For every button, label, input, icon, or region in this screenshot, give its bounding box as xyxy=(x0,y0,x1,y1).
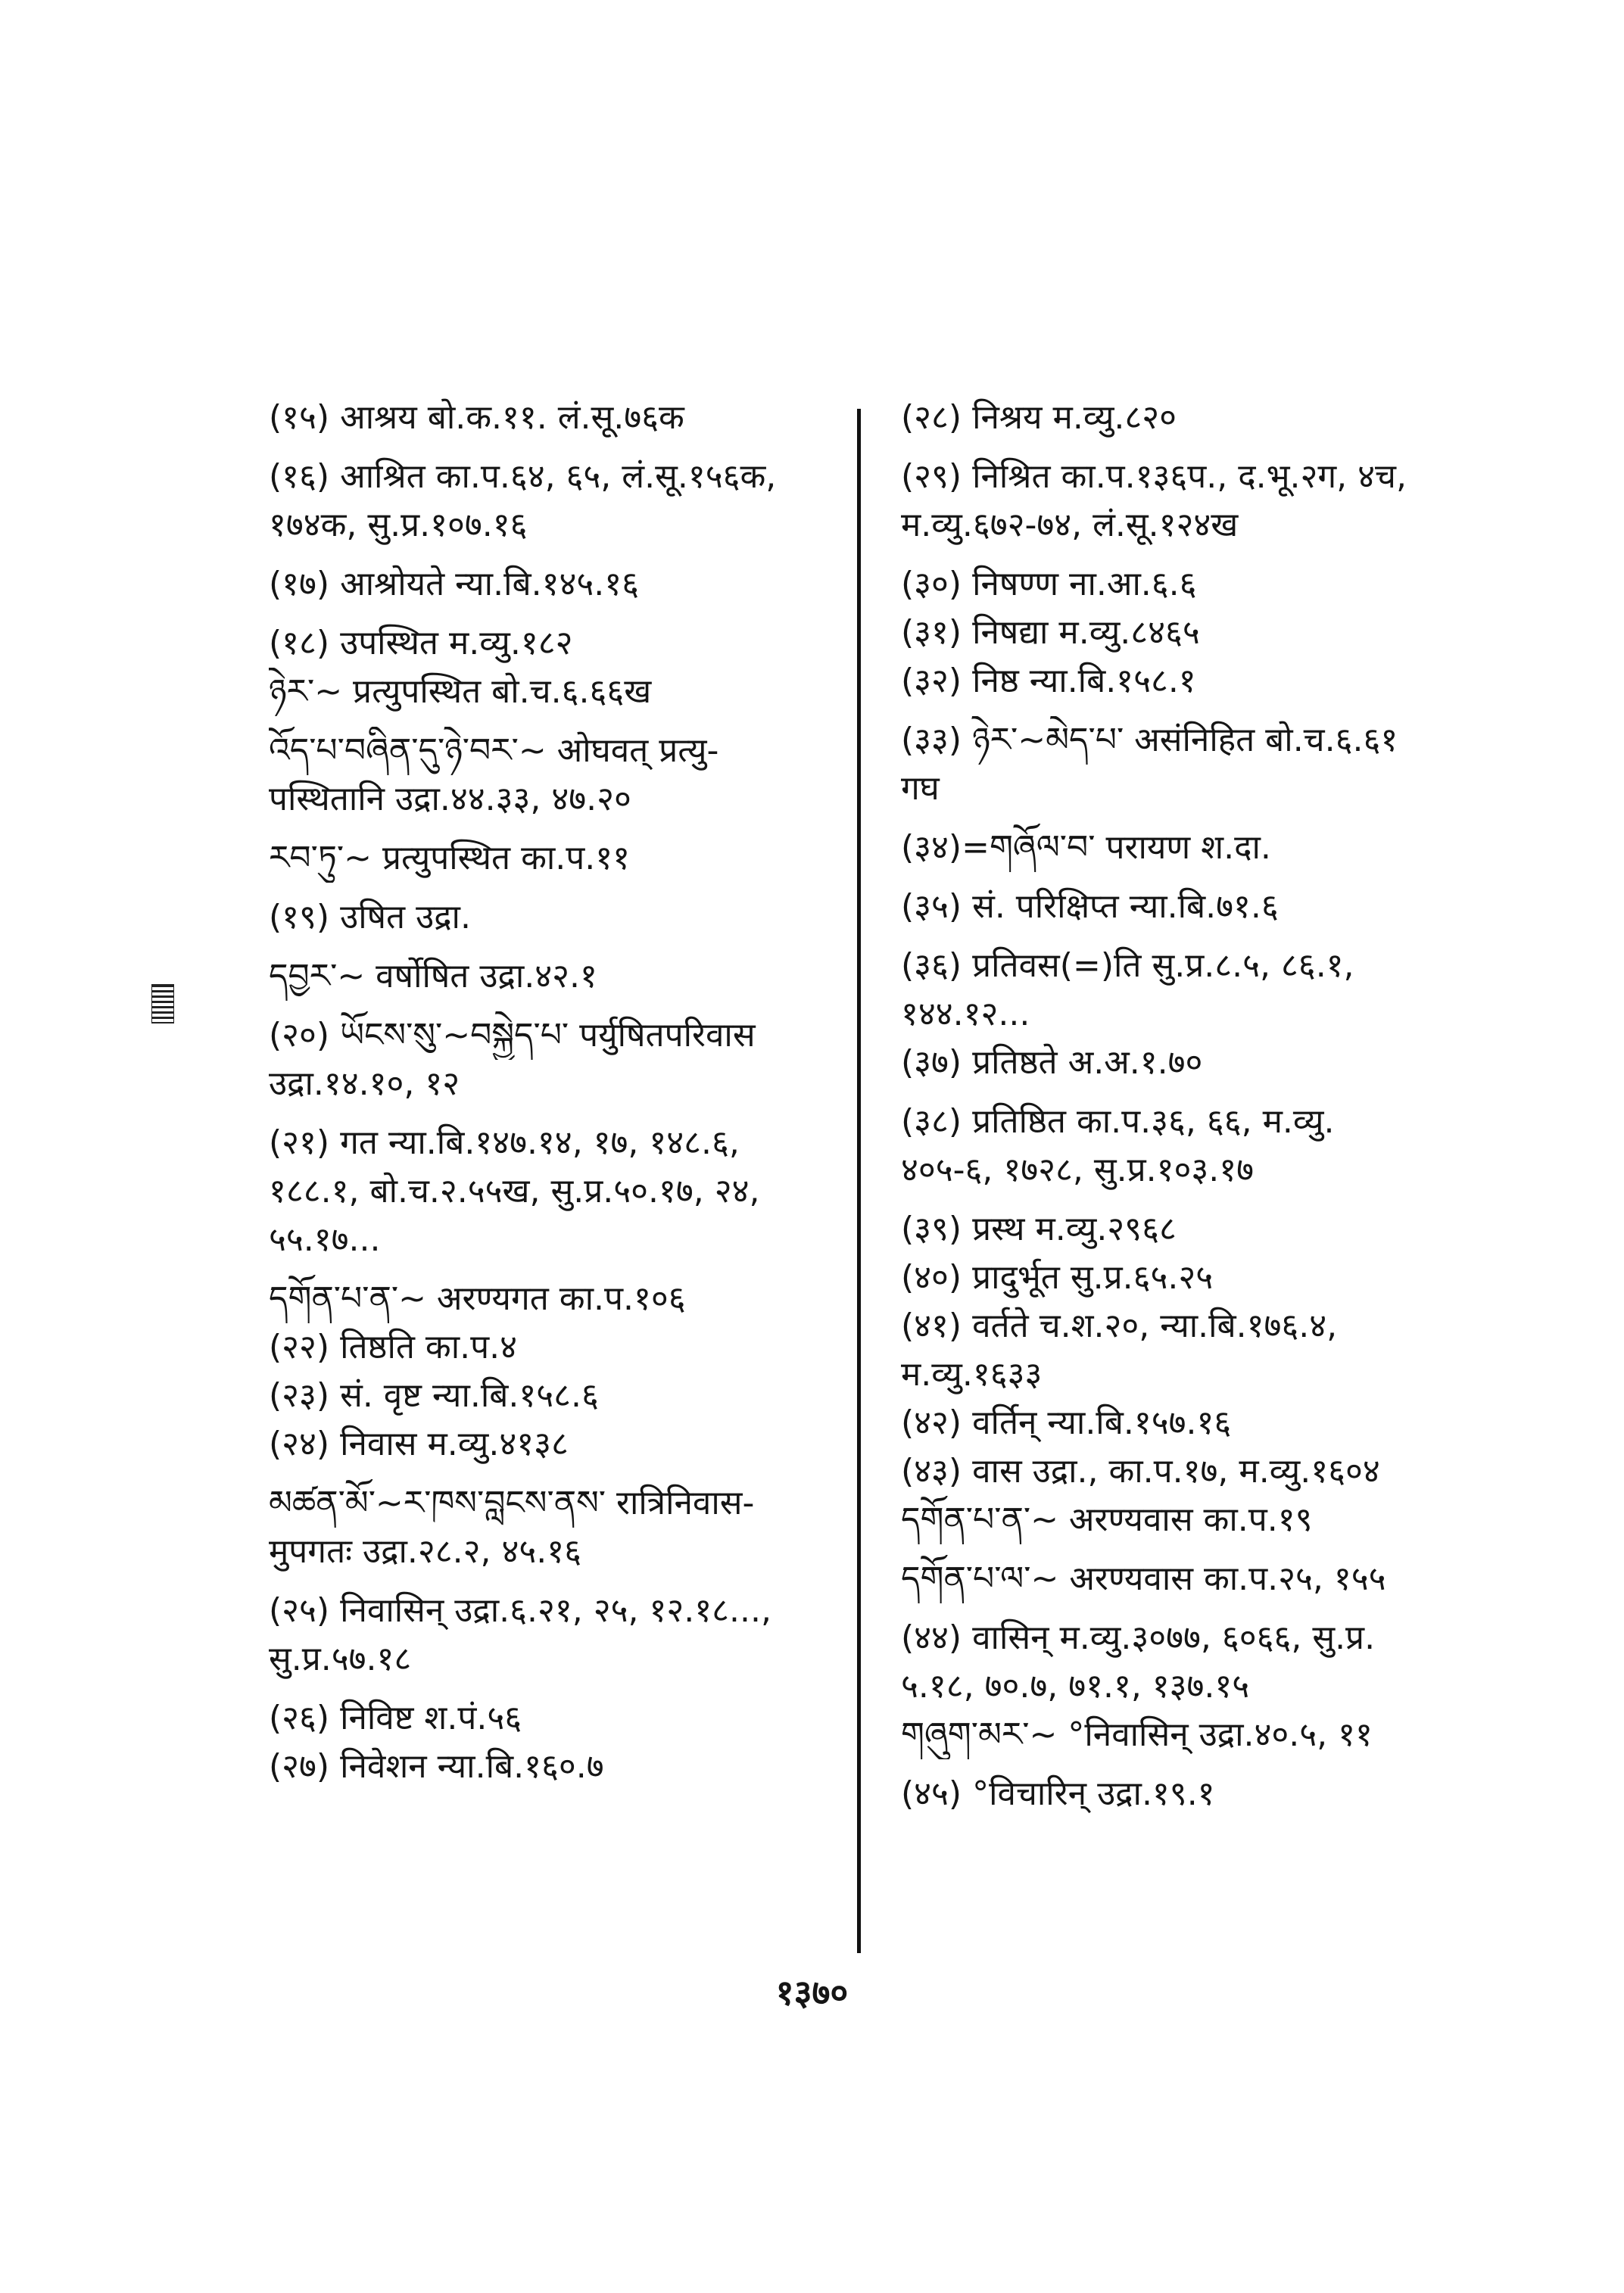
entry-line: ཉེར་~ प्रत्युपस्थित बो.च.६.६६ख xyxy=(269,672,652,711)
entry-line: (२६) निविष्ट श.पं.५६ xyxy=(269,1699,522,1737)
entry-line: དགོན་པ་ན་~ अरण्यवास का.प.१९ xyxy=(901,1500,1313,1539)
entry-line: (३४)=གཞོལ་བ་ परायण श.दा. xyxy=(901,828,1271,867)
entry-line: (२५) निवासिन् उद्रा.६.२१, २५, १२.१८..., xyxy=(269,1591,771,1630)
entry-line: (४०) प्रादुर्भूत सु.प्र.६५.२५ xyxy=(901,1258,1214,1297)
entry-line: (२९) निश्रित का.प.१३६प., द.भू.२ग, ४च, xyxy=(901,457,1407,496)
entry-line: ५.१८, ७०.७, ७१.१, १३७.१५ xyxy=(901,1667,1250,1706)
entry-line: མཚན་མོ་~ར་ཁས་བླངས་ནས་ रात्रिनिवास- xyxy=(269,1484,755,1522)
entry-line: १८८.१, बो.च.२.५५ख, सु.प्र.५०.१७, २४, xyxy=(269,1172,760,1210)
entry-line: དགོན་པ་ན་~ अरण्यगत का.प.१०६ xyxy=(269,1279,686,1318)
entry-line: (३२) निष्ठ न्या.बि.१५८.१ xyxy=(901,662,1196,700)
entry-line: (१६) आश्रित का.प.६४, ६५, लं.सू.१५६क, xyxy=(269,457,777,496)
entry-line: (३५) सं. परिक्षिप्त न्या.बि.७१.६ xyxy=(901,887,1279,926)
entry-line: (४४) वासिन् म.व्यु.३०७७, ६०६६, सु.प्र. xyxy=(901,1618,1376,1657)
left-column xyxy=(269,394,829,1791)
entry-line: ४०५-६, १७२८, सु.प्र.१०३.१७ xyxy=(901,1151,1255,1189)
entry-line: (१९) उषित उद्रा. xyxy=(269,898,471,936)
column-divider xyxy=(857,409,861,1953)
entry-line: (२०) ཡོངས་སུ་~བསྐྱེད་པ་ पर्युषितपरिवास xyxy=(269,1016,756,1055)
entry-line: (२४) निवास म.व्यु.४१३८ xyxy=(269,1425,569,1463)
entry-line: (२१) गत न्या.बि.१४७.१४, १७, १४८.६, xyxy=(269,1123,740,1162)
entry-line: उद्रा.१४.१०, १२ xyxy=(269,1064,460,1103)
entry-line: १७४क, सु.प्र.१०७.१६ xyxy=(269,506,528,544)
entry-line: (४२) वर्तिन् न्या.बि.१५७.१६ xyxy=(901,1404,1232,1442)
entry-line: (२७) निवेशन न्या.बि.१६०.७ xyxy=(269,1747,604,1786)
entry-line: གཞུག་མར་~ °निवासिन् उद्रा.४०.५, ११ xyxy=(901,1715,1373,1754)
entry-line: म.व्यु.६७२-७४, लं.सू.१२४ख xyxy=(901,506,1239,544)
entry-line: (२२) तिष्ठति का.प.४ xyxy=(269,1328,517,1366)
entry-line: (१८) उपस्थित म.व्यु.१८२ xyxy=(269,624,573,662)
entry-line: (३३) ཉེར་~མེད་པ་ असंनिहित बो.च.६.६१ xyxy=(901,721,1398,759)
entry-line: (३६) प्रतिवस(=)ति सु.प्र.८.५, ८६.१, xyxy=(901,946,1354,985)
entry-line: (३८) प्रतिष्ठित का.प.३६, ६६, म.व्यु. xyxy=(901,1102,1335,1141)
page-number: १३७० xyxy=(775,1972,849,2013)
entry-line: ५५.१७... xyxy=(269,1220,381,1259)
entry-line: (३९) प्रस्थ म.व्यु.२९६८ xyxy=(901,1210,1177,1248)
entry-line: सु.प्र.५७.१८ xyxy=(269,1640,412,1678)
entry-line: (४१) वर्तते च.श.२०, न्या.बि.१७६.४, xyxy=(901,1307,1338,1345)
entry-line: རབ་ཏུ་~ प्रत्युपस्थित का.प.११ xyxy=(269,839,630,877)
entry-line: (४३) वास उद्रा., का.प.१७, म.व्यु.१६०४ xyxy=(901,1452,1380,1491)
entry-line: (३७) प्रतिष्ठते अ.अ.१.७० xyxy=(901,1043,1203,1082)
entry-line: १४४.१२... xyxy=(901,995,1030,1033)
entry-line: དགོན་པ་ལ་~ अरण्यवास का.प.२५, १५५ xyxy=(901,1559,1386,1598)
entry-line: (२८) निश्रय म.व्यु.८२० xyxy=(901,398,1177,437)
entry-line: (३०) निषण्ण ना.आ.६.६ xyxy=(901,565,1197,603)
entry-line: (१७) आश्रोयते न्या.बि.१४५.१६ xyxy=(269,565,639,603)
entry-line: (४५) °विचारिन् उद्रा.१९.१ xyxy=(901,1774,1215,1813)
margin-scan-mark xyxy=(151,984,174,1023)
entry-line: (३१) निषद्या म.व्यु.८४६५ xyxy=(901,613,1200,652)
entry-line: འོད་པ་བཞིན་དུ་ཉེ་བར་~ ओघवत् प्रत्यु- xyxy=(269,731,719,770)
right-column xyxy=(901,394,1476,1818)
entry-line: मुपगतः उद्रा.२८.२, ४५.१६ xyxy=(269,1532,581,1571)
entry-line: पस्थितानि उद्रा.४४.३३, ४७.२० xyxy=(269,780,631,818)
entry-line: (२३) सं. वृष्ट न्या.बि.१५८.६ xyxy=(269,1376,599,1415)
entry-line: (१५) आश्रय बो.क.११. लं.सू.७६क xyxy=(269,398,684,437)
entry-line: म.व्यु.१६३३ xyxy=(901,1355,1043,1394)
entry-line: དབྱར་~ वर्षोषित उद्रा.४२.१ xyxy=(269,957,597,995)
entry-line: गघ xyxy=(901,769,940,808)
